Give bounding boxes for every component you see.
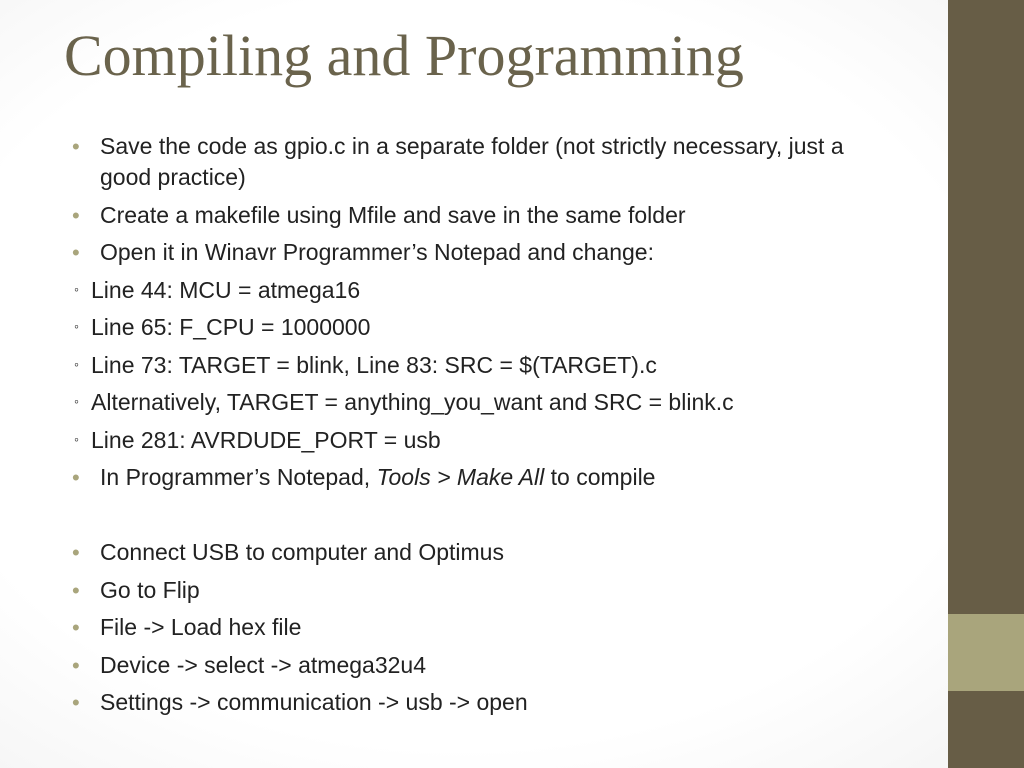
list-item: [72, 612, 882, 643]
bullet-dot-icon: •: [72, 202, 80, 228]
list-item-text: Line 44: MCU = atmega16: [91, 276, 361, 303]
list-item: [72, 131, 882, 193]
list-item: [72, 537, 882, 568]
side-bar-accent-block: [948, 614, 1024, 691]
circle-bullet-icon: ◦: [74, 430, 79, 447]
list-item-text: Line 281: AVRDUDE_PORT = usb: [91, 426, 441, 453]
list-item: [72, 575, 882, 606]
circle-bullet-icon: ◦: [74, 318, 79, 334]
list-item: [72, 237, 882, 268]
list-item-text: File -> Load hex file: [100, 614, 302, 640]
circle-bullet-icon: ◦: [74, 355, 79, 372]
bullet-list: [72, 131, 882, 725]
list-item-text: Go to Flip: [100, 576, 200, 603]
list-item: [72, 687, 882, 718]
list-item: [72, 650, 882, 681]
list-item-text: Device -> select -> atmega32u4: [100, 651, 427, 678]
circle-bullet-icon: ◦: [74, 393, 79, 409]
list-item-text: Save the code as gpio.c in a separate folder (not strictly necessary, just a good practice): [100, 133, 844, 190]
list-item-text: Open it in Winavr Programmer’s Notepad and change:: [100, 239, 654, 265]
bullet-dot-icon: •: [72, 615, 80, 640]
bullet-dot-icon: •: [72, 577, 80, 603]
bullet-dot-icon: •: [72, 652, 80, 678]
slide-title: Compiling and Programming: [64, 23, 744, 88]
list-item-text: Line 65: F_CPU = 1000000: [91, 314, 371, 340]
menu-path-emphasis: Tools > Make All: [376, 464, 545, 490]
sub-list-item: [72, 312, 882, 343]
list-item-text: Line 73: TARGET = blink, Line 83: SRC = $(TARGET).c: [91, 351, 657, 378]
list-item-text-prefix: In Programmer’s Notepad,: [100, 464, 377, 490]
list-item: [72, 200, 882, 231]
sub-list-item: [72, 387, 882, 418]
bullet-dot-icon: •: [72, 134, 80, 159]
list-item: [72, 462, 882, 493]
list-item-text: Connect USB to computer and Optimus: [100, 539, 504, 565]
sub-list-item: [72, 275, 882, 306]
bullet-dot-icon: •: [72, 465, 80, 490]
circle-bullet-icon: ◦: [74, 280, 79, 297]
list-item-text: Create a makefile using Mfile and save in the same folder: [100, 201, 686, 228]
list-item-text: Settings -> communication -> usb -> open: [100, 689, 528, 715]
bullet-dot-icon: •: [72, 240, 80, 265]
sub-list-item: [72, 425, 882, 456]
sub-list-item: [72, 350, 882, 381]
bullet-dot-icon: •: [72, 690, 80, 715]
blank-line-spacer: [72, 500, 882, 531]
bullet-dot-icon: •: [72, 540, 80, 565]
list-item-text-suffix: to compile: [544, 464, 656, 490]
list-item-text: Alternatively, TARGET = anything_you_want and SRC = blink.c: [91, 389, 734, 415]
